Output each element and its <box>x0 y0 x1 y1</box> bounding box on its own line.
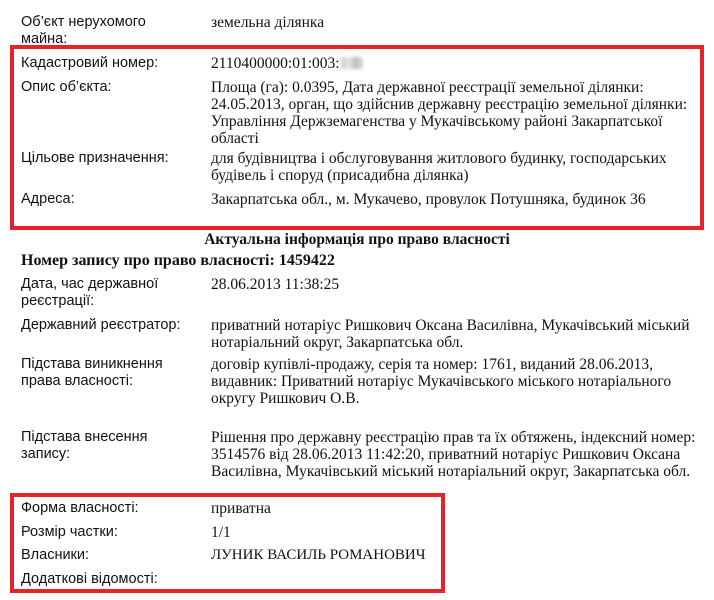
purpose-label: Цільове призначення: <box>21 150 169 166</box>
ownership-basis-value: договір купівлі-продажу, серія та номер: 1761, виданий 28.06.2013, видавник: Приватний нотаріус Мукачівського міського нотаріального округу Ришкович О.В. <box>211 356 672 407</box>
cadastral-value <box>211 55 696 72</box>
record-number-value: 1459422 <box>278 252 335 269</box>
object-type-value: земельна ділянка <box>211 14 325 31</box>
section-title: Актуальна інформація про право власності <box>204 231 510 248</box>
owners-value: ЛУНИК ВАСИЛЬ РОМАНОВИЧ <box>211 547 426 563</box>
purpose-value: для будівництва і обслуговування житлового будинку, господарських будівель і споруд (присадибна ділянка) <box>211 150 667 184</box>
ownership-form-label: Форма власності: <box>21 500 139 516</box>
ownership-form-value: приватна <box>211 500 271 517</box>
redacted-blur <box>341 57 363 69</box>
ownership-basis-label: Підстава виникнення права власності: <box>21 356 163 389</box>
cadastral-number: 2110400000:01:003: <box>211 55 340 72</box>
address-value: Закарпатська обл., м. Мукачево, провулок Потушняка, будинок 36 <box>211 191 646 208</box>
record-number-label: Номер запису про право власності: <box>21 252 275 269</box>
object-type-label: Об’єкт нерухомого майна: <box>21 14 146 47</box>
address-label: Адреса: <box>21 191 75 207</box>
registration-date-label: Дата, час державної реєстрації: <box>21 276 159 309</box>
entry-basis-value: Рішення про державну реєстрацію прав та їх обтяжень, індексний номер: 3514576 від 28.06.2013 11:42:20, приватний нотаріус Ришкович Оксана Василівна, Мукачівський міський нотаріальний округ, Закарпатська обл. <box>211 429 696 480</box>
registrar-value: приватний нотаріус Ришкович Оксана Василівна, Мукачівський міський нотаріальний округ, Закарпатська обл. <box>211 317 690 351</box>
additional-info-label: Додаткові відомості: <box>21 571 158 587</box>
owners-label: Власники: <box>21 547 90 563</box>
description-value: Площа (га): 0.0395, Дата державної реєстрації земельної ділянки: 24.05.2013, орган, що здійснив державну реєстрацію земельної ділянки: Управління Держземагенства у Мукачівському районі Закарпатської області <box>211 79 688 147</box>
registrar-label: Державний реєстратор: <box>21 317 181 333</box>
cadastral-label: Кадастровий номер: <box>21 55 159 71</box>
record-number-heading <box>21 252 335 270</box>
registration-date-value: 28.06.2013 11:38:25 <box>211 276 340 293</box>
description-label: Опис об’єкта: <box>21 79 112 95</box>
entry-basis-label: Підстава внесення запису: <box>21 429 148 462</box>
share-size-value: 1/1 <box>211 524 231 541</box>
share-size-label: Розмір частки: <box>21 524 118 540</box>
